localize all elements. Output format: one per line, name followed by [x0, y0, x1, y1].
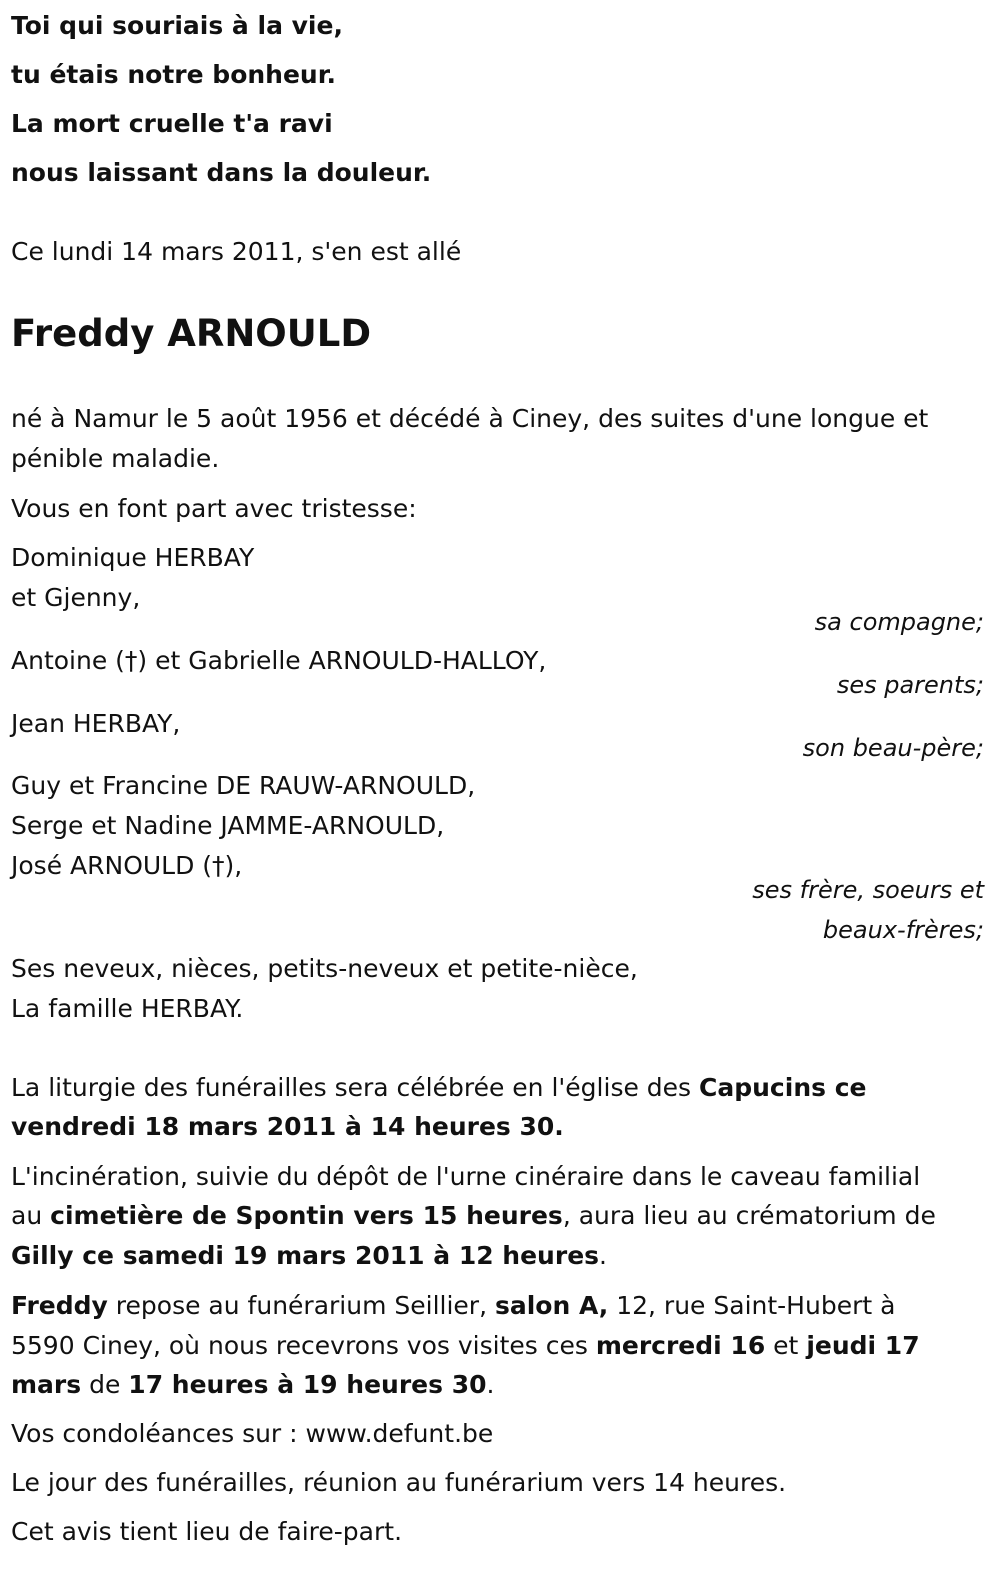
cremation-line-3: [11, 1241, 607, 1271]
partner-line-2: et Gjenny,: [11, 583, 141, 612]
visits-line-3: [11, 1370, 494, 1400]
cremation-date: Gilly ce samedi 19 mars 2011 à 12 heures: [11, 1241, 600, 1270]
cremation-period: .: [599, 1241, 607, 1270]
others-line-1: Ses neveux, nièces, petits-neveux et petite-nièce,: [11, 954, 638, 983]
visits-line-2: [11, 1331, 920, 1361]
visits-name: Freddy: [11, 1291, 108, 1320]
liturgy-line-1: [11, 1073, 866, 1103]
announce-text: Vous en font part avec tristesse:: [11, 494, 417, 523]
partner-role: sa compagne;: [814, 608, 984, 636]
cremation-text-lieu: , aura lieu au crématorium de: [562, 1201, 936, 1230]
visits-text-repose: repose au funérarium Seillier,: [107, 1291, 495, 1320]
poem-line-3: La mort cruelle t'a ravi: [11, 109, 333, 138]
cremation-line-1: L'incinération, suivie du dépôt de l'urne cinéraire dans le caveau familial: [11, 1162, 921, 1191]
poem-line-2: tu étais notre bonheur.: [11, 60, 336, 89]
closing-text: Cet avis tient lieu de faire-part.: [11, 1517, 403, 1546]
visits-line-1: [11, 1291, 895, 1321]
cremation-line-2: [11, 1201, 936, 1231]
visits-day-1: mercredi 16: [595, 1331, 766, 1360]
siblings-role-2: beaux-frères;: [822, 916, 984, 944]
siblings-role-1: ses frère, soeurs et: [752, 876, 984, 904]
parents-line: Antoine (†) et Gabrielle ARNOULD-HALLOY,: [11, 646, 547, 675]
visits-de: de: [81, 1370, 129, 1399]
liturgy-date: vendredi 18 mars 2011 à 14 heures 30.: [11, 1112, 564, 1141]
visits-month: mars: [11, 1370, 82, 1399]
liturgy-text: La liturgie des funérailles sera célébrée en l'église des: [11, 1073, 700, 1102]
cremation-cemetery: cimetière de Spontin vers 15 heures: [50, 1201, 563, 1230]
sibling-line-1: Guy et Francine DE RAUW-ARNOULD,: [11, 771, 476, 800]
inlaw-line: Jean HERBAY,: [11, 709, 181, 738]
parents-role: ses parents;: [836, 671, 984, 699]
visits-city: 5590 Ciney, où nous recevrons vos visites ces: [11, 1331, 596, 1360]
visits-and: et: [765, 1331, 807, 1360]
cremation-text-au: au: [11, 1201, 51, 1230]
birth-line-2: pénible maladie.: [11, 444, 220, 473]
poem-line-1: Toi qui souriais à la vie,: [11, 11, 343, 40]
visits-salon: salon A,: [494, 1291, 609, 1320]
intro-text: Ce lundi 14 mars 2011, s'en est allé: [11, 237, 462, 266]
visits-period: .: [486, 1370, 495, 1399]
partner-line-1: Dominique HERBAY: [11, 543, 255, 572]
inlaw-role: son beau-père;: [802, 734, 984, 762]
liturgy-place: Capucins ce: [699, 1073, 867, 1102]
visits-hours: 17 heures à 19 heures 30: [128, 1370, 487, 1399]
deceased-name: Freddy ARNOULD: [11, 312, 372, 355]
meeting-text: Le jour des funérailles, réunion au funérarium vers 14 heures.: [11, 1468, 787, 1497]
visits-address: 12, rue Saint-Hubert à: [608, 1291, 896, 1320]
others-line-2: La famille HERBAY.: [11, 994, 244, 1023]
sibling-line-3: José ARNOULD (†),: [11, 851, 243, 880]
visits-day-2: jeudi 17: [806, 1331, 920, 1360]
poem-line-4: nous laissant dans la douleur.: [11, 158, 432, 187]
condolences-text: Vos condoléances sur : www.defunt.be: [11, 1419, 494, 1448]
sibling-line-2: Serge et Nadine JAMME-ARNOULD,: [11, 811, 445, 840]
birth-line-1: né à Namur le 5 août 1956 et décédé à Ciney, des suites d'une longue et: [11, 404, 929, 433]
